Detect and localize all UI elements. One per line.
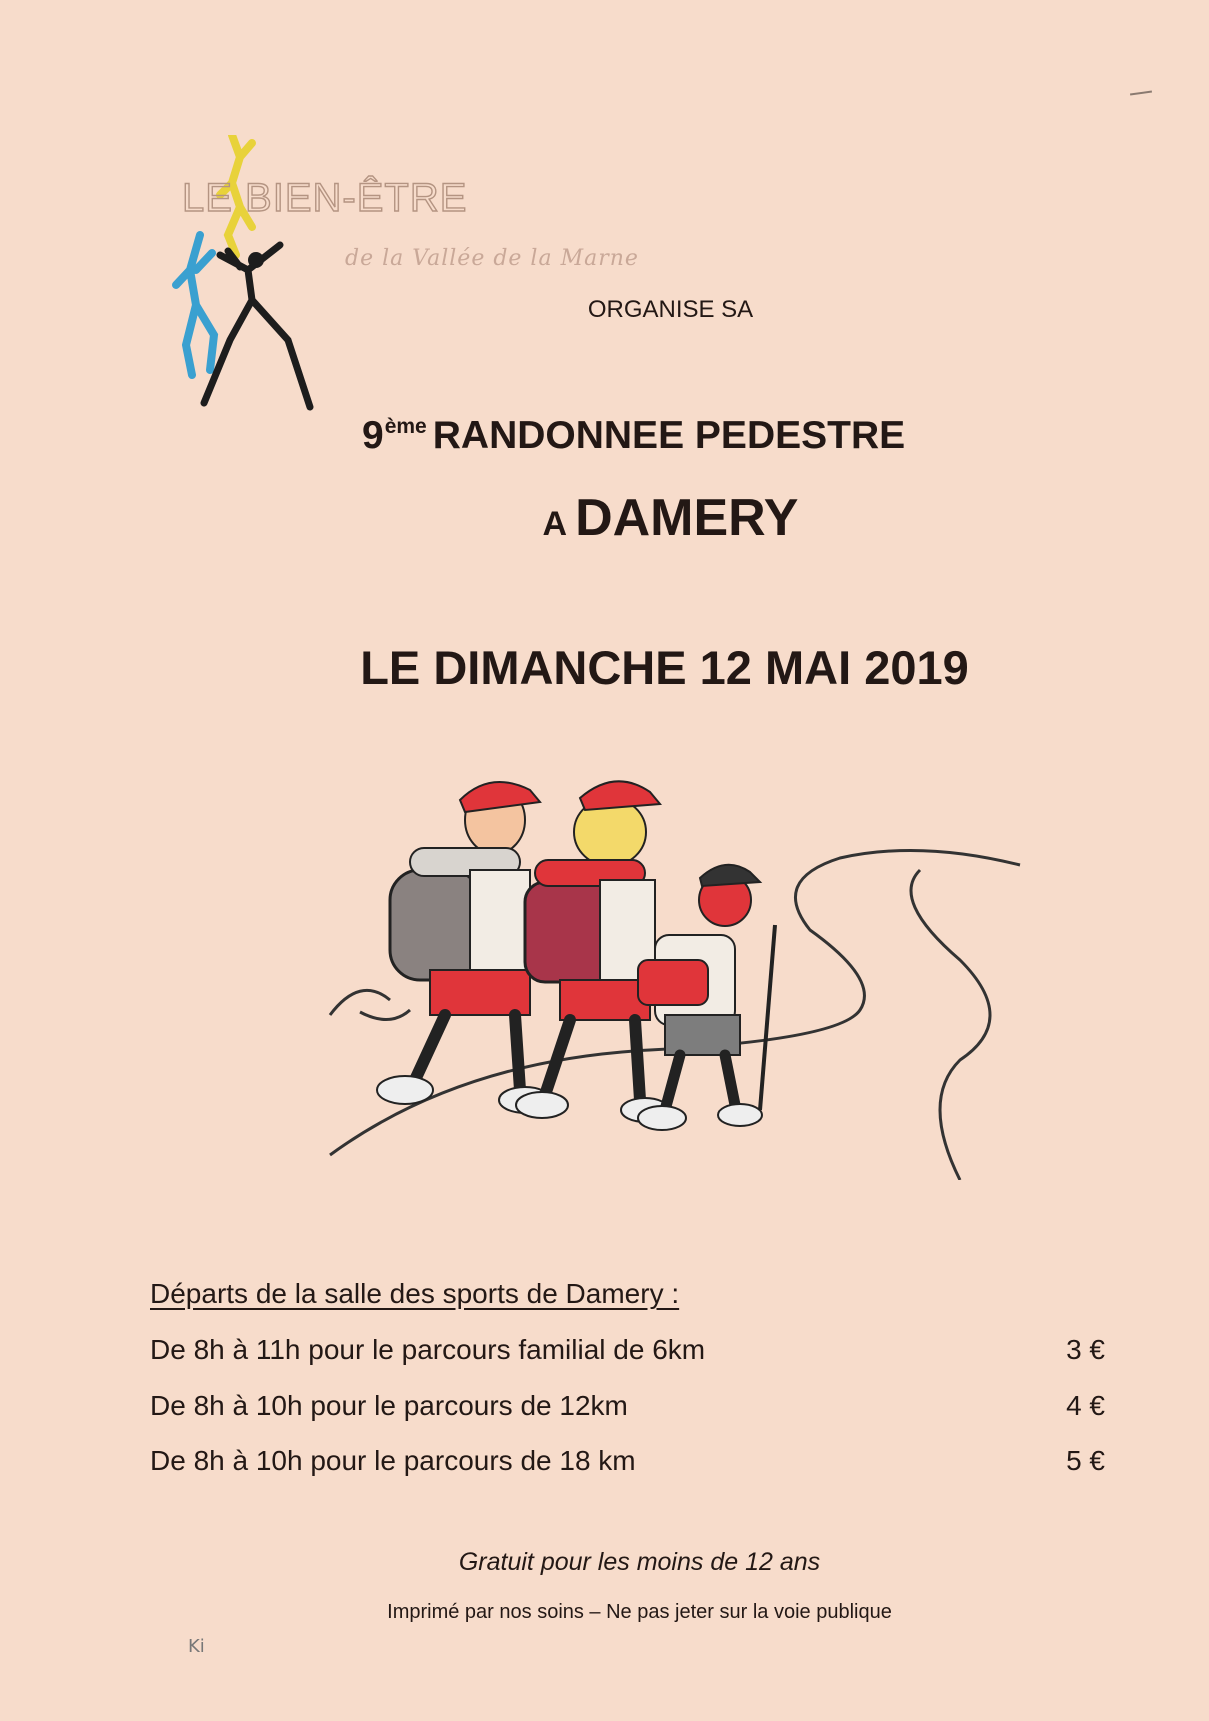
location-prefix: A — [542, 505, 568, 543]
route-description: De 8h à 10h pour le parcours de 18 km — [150, 1445, 636, 1476]
route-price: 5 € — [1066, 1445, 1105, 1476]
printed-note: Imprimé par nos soins – Ne pas jeter sur la voie publique — [387, 1601, 892, 1623]
location-name: DAMERY — [575, 489, 799, 547]
event-date: LE DIMANCHE 12 MAI 2019 — [360, 641, 969, 694]
route-description: De 8h à 10h pour le parcours de 12km — [150, 1390, 628, 1421]
logo-title: LE BIEN-ÊTRE — [182, 176, 468, 220]
route-price: 4 € — [1066, 1390, 1105, 1421]
route-description: De 8h à 11h pour le parcours familial de 6km — [150, 1334, 706, 1365]
edition-suffix: ème — [384, 415, 427, 438]
event-location — [0, 488, 1209, 548]
route-row — [150, 1390, 1105, 1422]
hikers-illustration — [320, 760, 1040, 1180]
route-price: 3 € — [1066, 1334, 1105, 1365]
route-row — [150, 1334, 1105, 1366]
corner-mark — [1130, 90, 1152, 95]
departures-header: Départs de la salle des sports de Damery : — [150, 1278, 680, 1309]
event-name: RANDONNEE PEDESTRE — [432, 414, 906, 457]
route-row — [150, 1445, 1105, 1477]
handwritten-mark: Ki — [188, 1636, 205, 1657]
free-entry-note: Gratuit pour les moins de 12 ans — [458, 1548, 821, 1576]
event-title — [362, 414, 905, 458]
hiker-3 — [638, 865, 775, 1130]
logo-subtitle: de la Vallée de la Marne — [345, 246, 639, 271]
hiker-2 — [516, 781, 669, 1122]
intro-text: ORGANISE SA — [587, 296, 754, 323]
edition-number: 9 — [362, 414, 384, 457]
